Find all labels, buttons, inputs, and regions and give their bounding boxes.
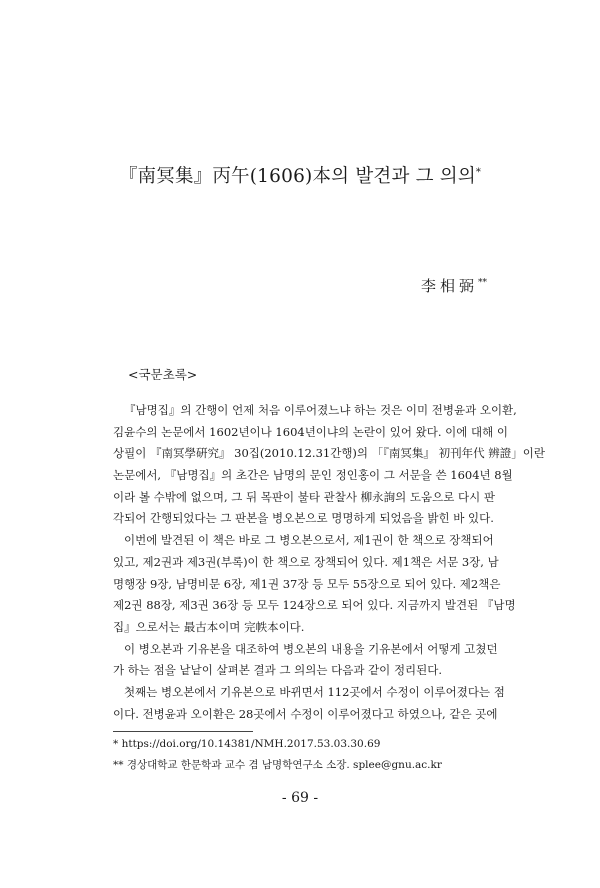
abstract-paragraph-1 [113, 400, 545, 530]
text-line: 명행장 9장, 남명비문 6장, 제1권 37장 등 모두 55장으로 되어 있다. 제2책은 [113, 576, 501, 591]
abstract-paragraph-3 [113, 639, 498, 682]
text-line: 가 하는 점을 낱낱이 살펴본 결과 그 의의는 다음과 같이 정리된다. [113, 663, 443, 678]
text-line: 이번에 발견된 이 책은 바로 그 병오본으로서, 제1권이 한 책으로 장책되어 [124, 533, 494, 548]
abstract-body [113, 400, 545, 725]
text-line: 각되어 간행되었다는 그 판본을 병오본으로 명명하게 되었음을 밝힌 바 있다. [113, 511, 494, 526]
paper-title [0, 162, 600, 188]
author-name-text: 李相弼 [420, 277, 478, 295]
text-line: 이다. 전병윤과 오이환은 28곳에서 수정이 이루어졌다고 하였으나, 같은 곳에 [113, 706, 498, 721]
text-line: 김윤수의 논문에서 1602년이나 1604년이냐의 논란이 있어 왔다. 이에 대해 이 [113, 424, 509, 439]
text-line: 제2권 88장, 제3권 36장 등 모두 124장으로 되어 있다. 지금까지 발견된 『남명 [113, 598, 516, 613]
page-number: - 69 - [281, 790, 319, 806]
abstract-heading: <국문초록> [128, 367, 198, 382]
footnote-author-affiliation: ** 경상대학교 한문학과 교수 겸 남명학연구소 소장. splee@gnu.ac.kr [113, 759, 442, 771]
text-line: 『남명집』의 간행이 언제 처음 이루어졌느냐 하는 것은 이미 전병윤과 오이환, [124, 403, 517, 417]
abstract-paragraph-4 [113, 682, 505, 725]
text-line: 논문에서, 『남명집』의 초간은 남명의 문인 정인홍이 그 서문을 쓴 1604년 8월 [113, 468, 513, 483]
author-footnote-mark[interactable]: ** [478, 278, 487, 288]
title-text: 『南冥集』丙午(1606)本의 발견과 그 의의 [118, 166, 476, 187]
abstract-paragraph-2 [113, 530, 516, 638]
text-line: 있고, 제2권과 제3권(부록)이 한 책으로 장책되어 있다. 제1책은 서문 3장, 남 [113, 554, 499, 569]
text-line: 이라 볼 수밖에 없으며, 그 뒤 목판이 불타 관찰사 柳永詢의 도움으로 다시 판 [113, 489, 495, 504]
footnote-divider [113, 731, 253, 732]
text-line: 집』으로서는 最古本이며 完帙本이다. [113, 619, 305, 634]
text-line: 이 병오본과 기유본을 대조하여 병오본의 내용을 기유본에서 어떻게 고쳤던 [124, 641, 498, 656]
author-name [421, 275, 487, 296]
text-line: 상필이 『南冥學硏究』 30집(2010.12.31간행)의 「『南冥集』 初刊年代 辨證」이란 [113, 446, 545, 461]
text-line: 첫째는 병오본에서 기유본으로 바뀌면서 112곳에서 수정이 이루어졌다는 점 [124, 684, 505, 699]
title-footnote-mark[interactable]: * [475, 167, 482, 178]
footnote-doi[interactable]: * https://doi.org/10.14381/NMH.2017.53.03.30.69 [113, 738, 381, 750]
